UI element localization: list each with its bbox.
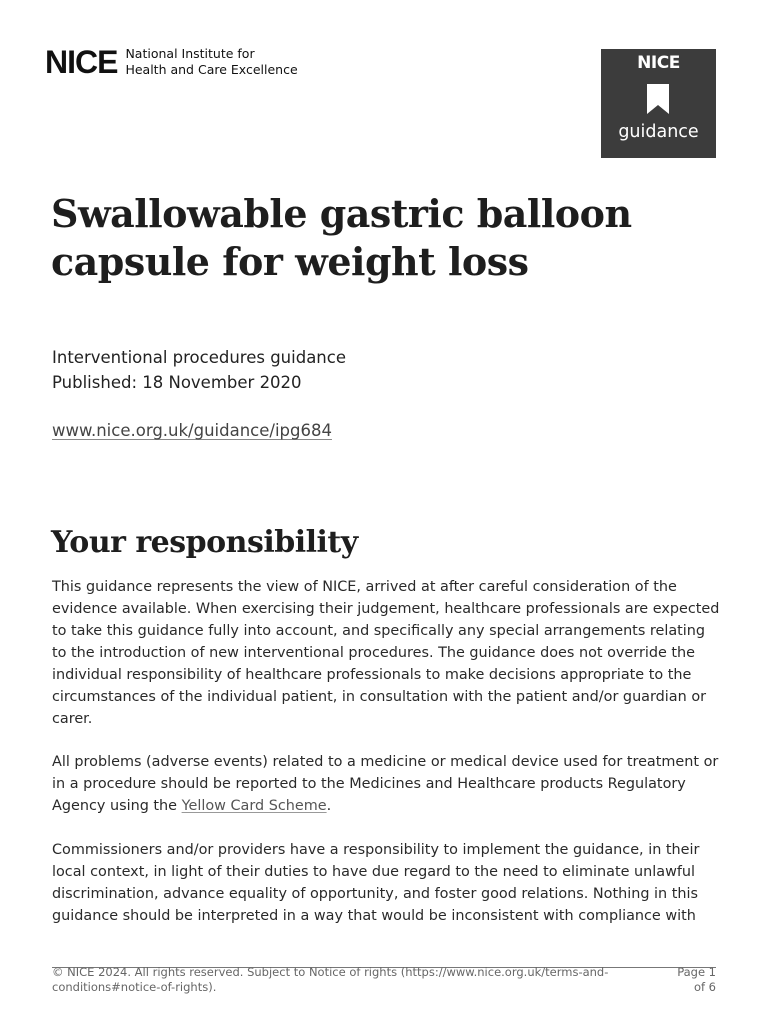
responsibility-paragraph-1: This guidance represents the view of NICE, arrived at after careful consideration of the evidence available. When exercising their judgement, healthcare professionals are expected to take this guidance fully into account, and specifically any special arrangements relating to the introduction of new interventional procedures. The guidance does not override the individual responsibility of healthcare professionals to make decisions appropriate to the circumstances of the individual patient, in consultation with the patient and/or guardian or carer.: [52, 579, 720, 727]
page-number-line1: Page 1: [677, 965, 716, 979]
bookmark-icon: [647, 84, 669, 114]
responsibility-paragraph-3: Commissioners and/or providers have a responsibility to implement the guidance, in their local context, in light of their duties to have due regard to the need to eliminate unlawful discrimination, advance equality of opportunity, and foster good relations. Nothing in this guidance should be interpreted in a way that would be inconsistent with compliance with: [52, 842, 700, 924]
logo-wordmark: NICE: [45, 44, 118, 80]
yellow-card-scheme-link[interactable]: Yellow Card Scheme: [181, 798, 327, 814]
badge-title: NICE: [637, 53, 680, 73]
paragraph-2-text: All problems (adverse events) related to a medicine or medical device used for treatment or in a procedure should be reported to the Medicines and Healthcare products Regulatory Agency using the: [52, 754, 719, 814]
logo-subtitle-line2: Health and Care Excellence: [125, 62, 298, 77]
responsibility-paragraph-2: [52, 751, 720, 817]
badge-label: guidance: [618, 122, 699, 142]
footer-copyright: © NICE 2024. All rights reserved. Subject to Notice of rights (https://www.nice.org.uk/terms-and-conditions#notice-of-rights).: [52, 965, 609, 994]
guidance-type: Interventional procedures guidance: [52, 348, 346, 367]
section-heading: Your responsibility: [51, 525, 358, 560]
nice-logo: [45, 46, 298, 78]
page-number: [660, 965, 716, 995]
document-title: Swallowable gastric balloon capsule for weight loss: [51, 191, 632, 284]
paragraph-2-end: .: [326, 798, 332, 814]
published-date: Published: 18 November 2020: [52, 373, 302, 392]
guidance-badge: [601, 49, 716, 158]
logo-subtitle: [125, 46, 297, 78]
logo-subtitle-line1: National Institute for: [125, 46, 255, 61]
page-number-line2: of 6: [693, 980, 716, 994]
document-meta: [52, 345, 346, 395]
guidance-url-link[interactable]: www.nice.org.uk/guidance/ipg684: [52, 421, 332, 440]
